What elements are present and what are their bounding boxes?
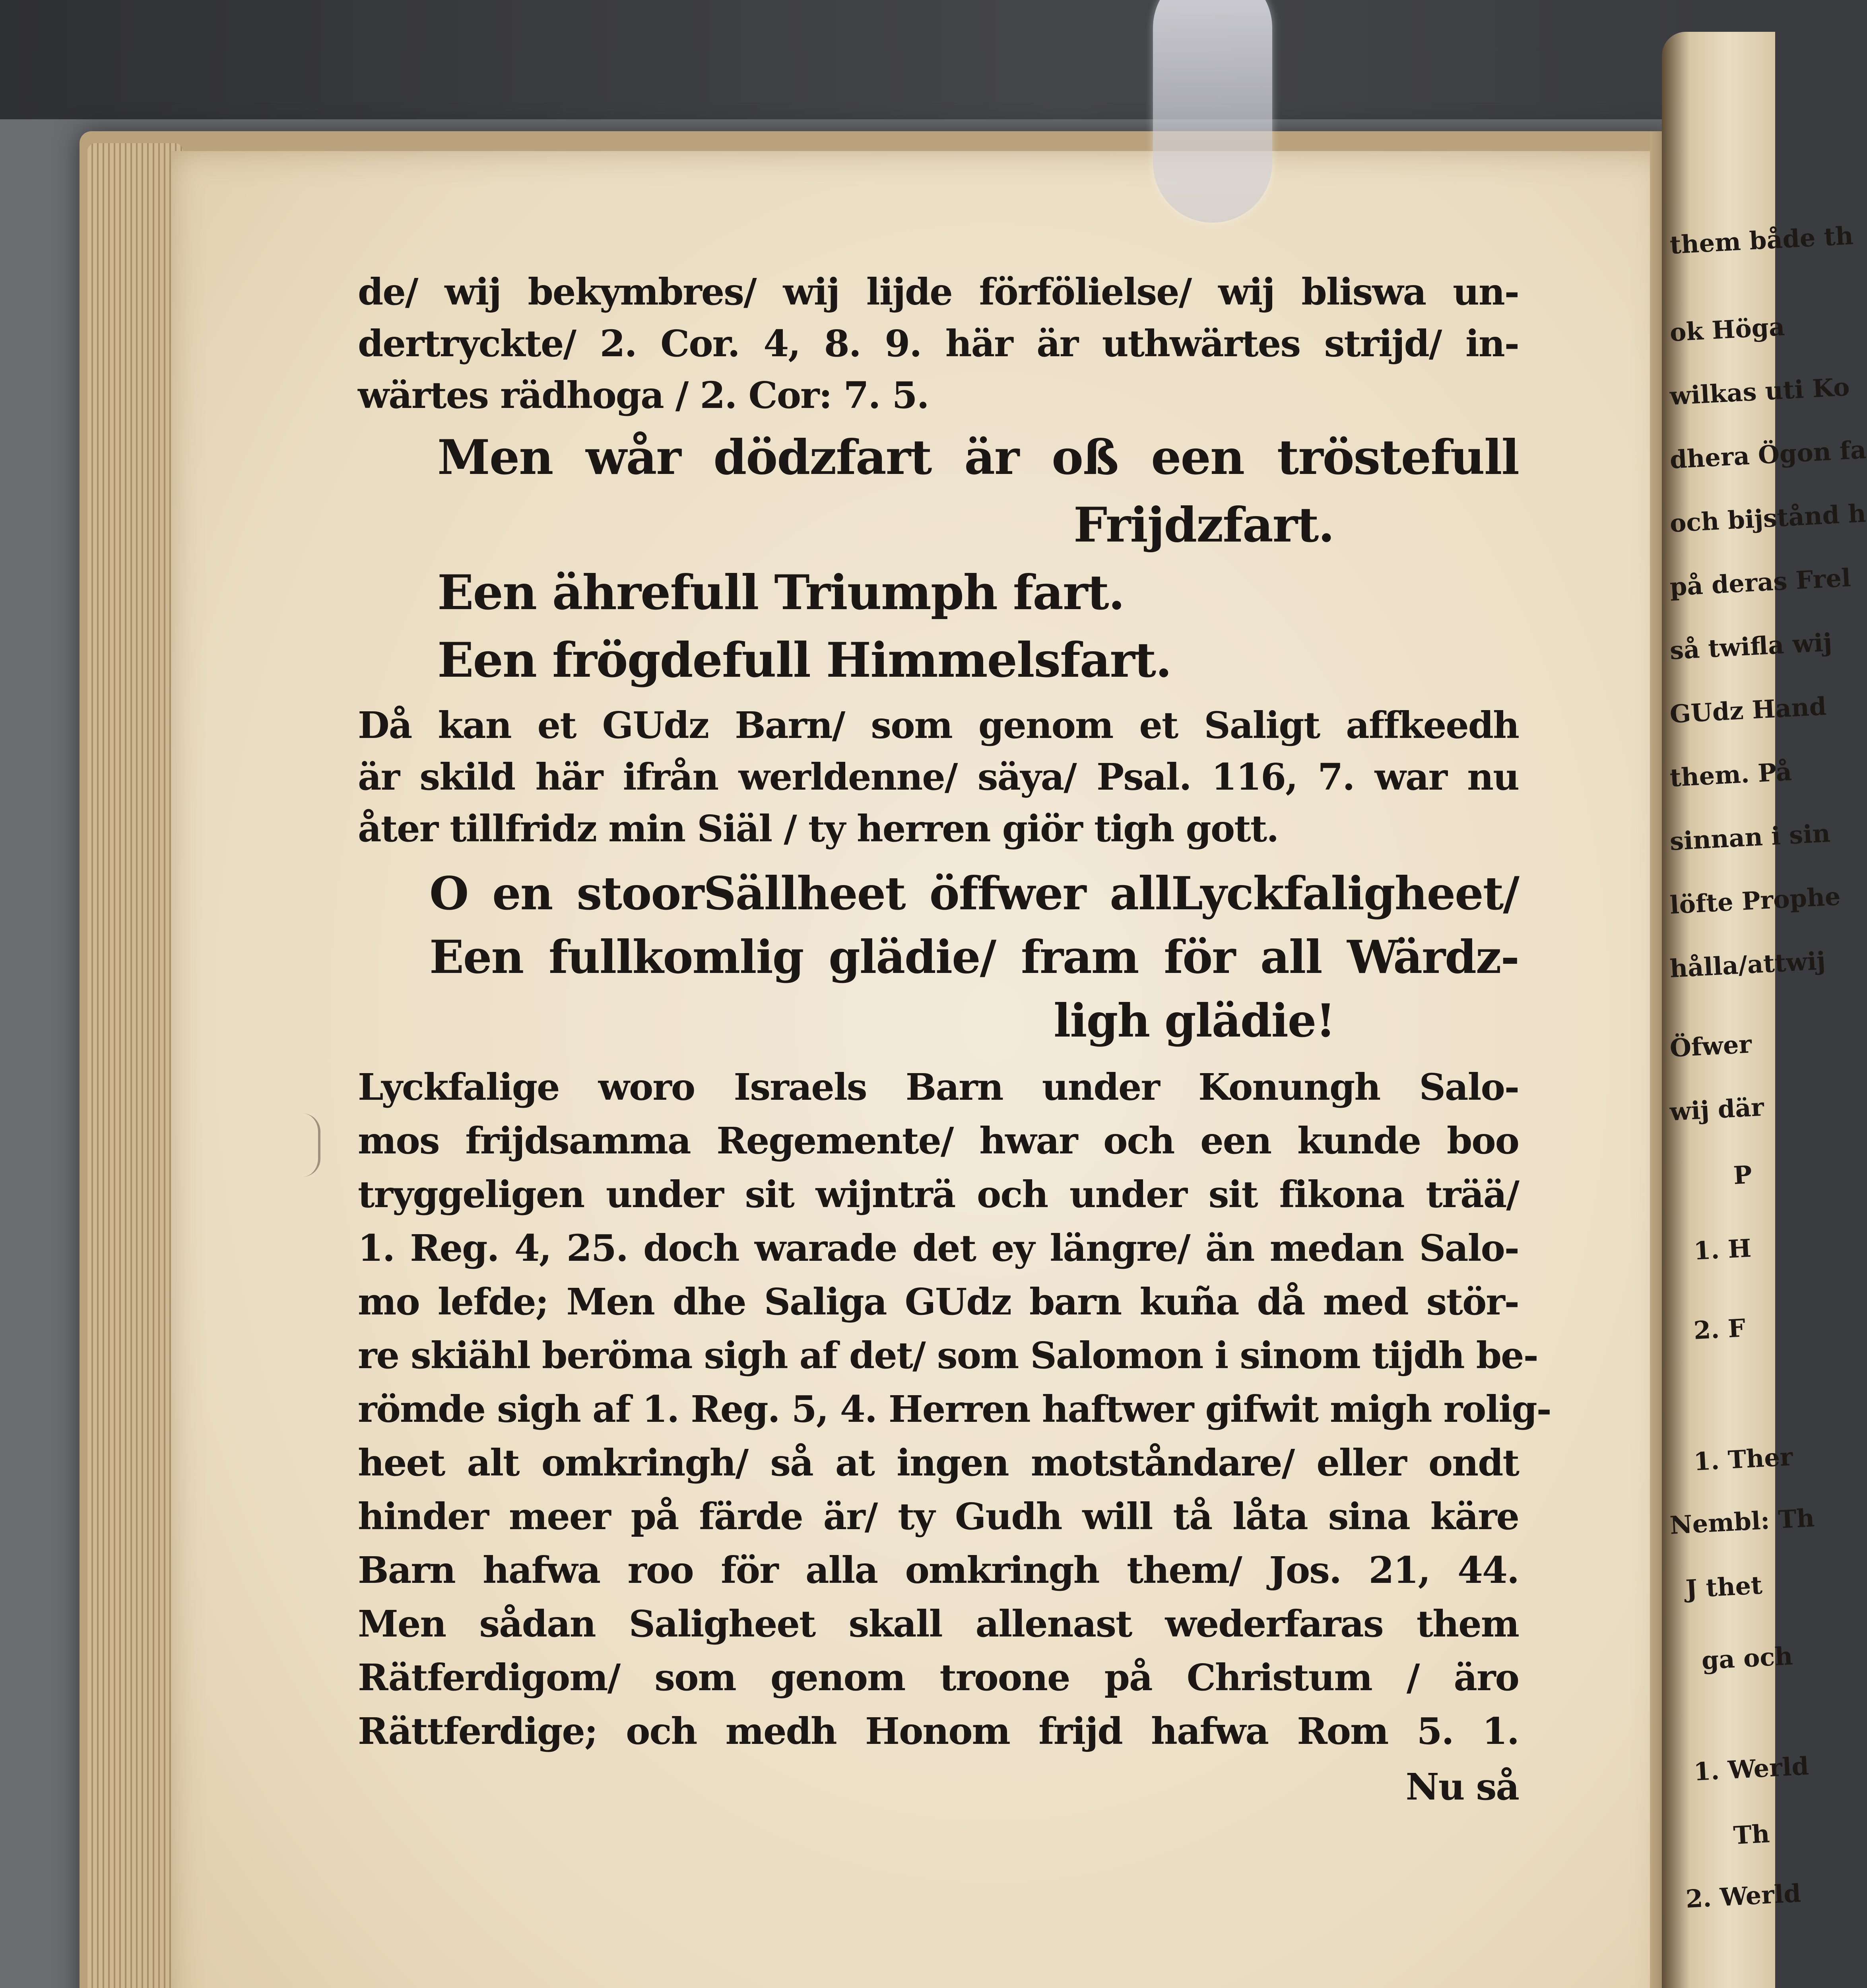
text-line: mos frijdsamma Regemente/ hwar och een kunde boo [358,1119,1519,1162]
right-page-line: hålla/attwij [1669,946,1826,983]
right-page-line: wij där [1669,1092,1765,1126]
right-page-line: så twifla wij [1669,627,1833,665]
right-page-line: löfte Prophe [1669,881,1842,920]
text-line: Rätferdigom/ som genom troone på Christum / äro [358,1656,1519,1699]
right-page-line: ok Höga [1669,312,1785,347]
text-line: dertryckte/ 2. Cor. 4, 8. 9. här är uthwärtes strijd/ in- [358,322,1519,365]
text-line: Då kan et GUdz Barn/ som genom et Saligt affkeedh [358,704,1519,747]
right-page-line: 1. H [1693,1233,1752,1266]
text-line: Barn hafwa roo för alla omkringh them/ Jos. 21, 44. [358,1549,1519,1592]
page-clip-top [1153,0,1272,223]
right-page-line: sinnan i sin [1669,818,1831,856]
right-page-line: Öfwer [1669,1029,1752,1063]
text-line: de/ wij bekymbres/ wij lijde förfölielse/ wij bliswa un- [358,270,1519,313]
margin-mark [302,1113,320,1177]
heading-line: O en stoorSällheet öffwer allLyckfaligheet/ [429,867,1519,920]
text-line: re skiähl beröma sigh af det/ som Salomon i sinom tijdh be- [358,1334,1538,1377]
heading-line: Een ährefull Triumph fart. [437,565,1124,621]
right-page-line: 2. Werld [1685,1878,1802,1914]
right-page-line: wilkas uti Ko [1669,372,1851,411]
text-line: Men sådan Saligheet skall allenast wederfaras them [358,1602,1519,1645]
text-line: mo lefde; Men dhe Saliga GUdz barn kuña då med stör- [358,1280,1519,1323]
text-line: Rättferdige; och medh Honom frijd hafwa Rom 5. 1. [358,1710,1519,1753]
text-line: tryggeligen under sit wijnträ och under sit fikona trää/ [358,1173,1519,1216]
right-page-line: ga och [1701,1641,1793,1675]
right-page-line: och bijstånd h [1669,499,1867,538]
right-page-line: J thet [1685,1570,1763,1604]
right-page-line: 1. Werld [1693,1751,1810,1786]
text-line: heet alt omkringh/ så at ingen motståndare/ eller ondt [358,1441,1519,1484]
heading-line: Frijdzfart. [1073,497,1334,553]
heading-line: Een frögdefull Himmelsfart. [437,632,1171,688]
text-line: wärtes rädhoga / 2. Cor: 7. 5. [358,374,929,417]
right-page-line: på deras Frel [1669,563,1852,602]
right-page-line: P [1733,1160,1753,1190]
right-page-line: 1. Ther [1693,1442,1794,1476]
right-page-line: dhera Ögon fa [1669,435,1867,474]
text-line: är skild här ifrån werldenne/ säya/ Psal. 116, 7. war nu [358,755,1519,798]
heading-line: ligh glädie! [1054,994,1335,1047]
heading-line: Men wår dödzfart är oß een tröstefull [437,429,1519,485]
right-page-line: them både th [1669,221,1854,260]
text-line: åter tillfridz min Siäl / ty herren giör tigh gott. [358,807,1279,850]
text-line: römde sigh af 1. Reg. 5, 4. Herren haftwer gifwit migh rolig- [358,1388,1551,1431]
page-edges-left [87,143,183,1988]
right-page [1662,32,1867,1988]
text-line: 1. Reg. 4, 25. doch warade det ey längre/ än medan Salo- [358,1227,1519,1270]
right-page-line: Nembl: Th [1669,1503,1815,1540]
heading-line: Een fullkomlig glädie/ fram för all Wärdz- [429,930,1519,984]
right-page-line: 2. F [1693,1313,1747,1345]
text-line: Lyckfalige woro Israels Barn under Konungh Salo- [358,1066,1519,1109]
text-line: hinder meer på färde är/ ty Gudh will tå låta sina käre [358,1495,1519,1538]
right-page-line: GUdz Hand [1669,691,1827,729]
catchword: Nu så [1405,1765,1519,1808]
right-page-line: Th [1733,1819,1771,1850]
right-page-line: them. På [1669,757,1793,792]
